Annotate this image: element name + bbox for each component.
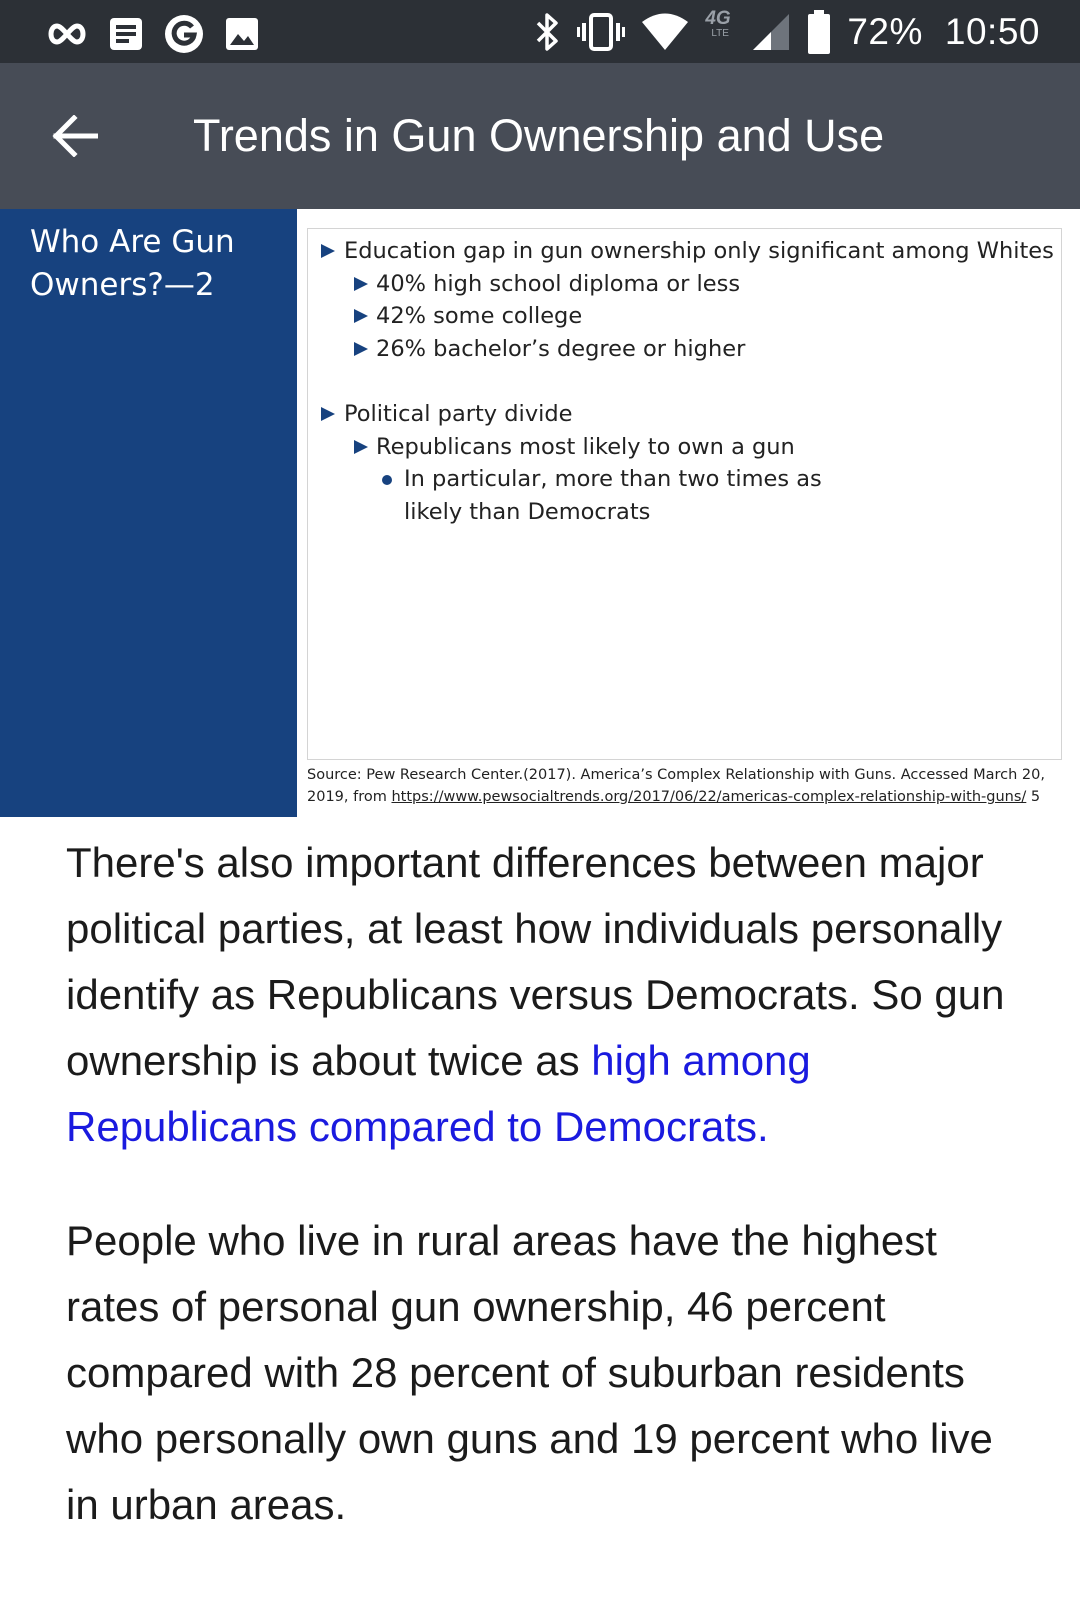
slide-source-citation xyxy=(307,764,1067,808)
slide-bullet xyxy=(308,235,1061,268)
article-paragraph xyxy=(66,830,1026,1160)
back-arrow-icon xyxy=(52,115,98,157)
slide-sub-bullet xyxy=(308,268,1061,301)
vibrate-icon xyxy=(577,11,625,53)
inline-link[interactable]: high among Republicans compared to Democrats. xyxy=(66,1037,811,1150)
bullet-triangle-icon xyxy=(353,276,369,292)
bullet-text: Education gap in gun ownership only significant among Whites xyxy=(344,238,1054,264)
source-text: Source: Pew Research Center.(2017). America’s Complex Relationship with Guns. Accessed March 20, 2019, from xyxy=(307,767,1045,805)
back-button[interactable] xyxy=(40,103,110,169)
slide-sub-bullet xyxy=(308,431,1061,464)
bluetooth-icon xyxy=(535,11,561,53)
bullet-triangle-icon xyxy=(353,308,369,324)
network-sublabel: LTE xyxy=(711,28,729,39)
bullet-text: Political party divide xyxy=(344,401,573,427)
article-body xyxy=(66,830,1026,1586)
slide-image xyxy=(0,209,1080,817)
source-link[interactable]: https://www.pewsocialtrends.org/2017/06/22/americas-complex-relationship-with-guns/ xyxy=(391,789,1027,805)
bullet-text: 42% some college xyxy=(376,303,583,329)
slide-sub-sub-bullet xyxy=(308,463,844,528)
slide-bullet xyxy=(308,398,1061,431)
battery-percent: 72% xyxy=(847,11,923,52)
notification-icons xyxy=(46,14,260,54)
bullet-dot-icon xyxy=(382,475,392,485)
google-icon xyxy=(164,14,204,54)
slide-heading: Who Are Gun Owners?—2 xyxy=(30,224,235,303)
network-type xyxy=(705,10,735,54)
slide-content xyxy=(307,228,1062,760)
article-paragraph: People who live in rural areas have the highest rates of personal gun ownership, 46 percent compared with 28 percent of suburban residents who personally own guns and 19 percent who live in urban areas. xyxy=(66,1217,993,1528)
bullet-triangle-icon xyxy=(353,341,369,357)
cell-signal-icon xyxy=(751,12,791,52)
bullet-text: 40% high school diploma or less xyxy=(376,270,741,297)
page-title: Trends in Gun Ownership and Use xyxy=(193,110,885,161)
paragraph-text: There's also important differences between major political parties, at least how individuals personally identify as Republicans versus Democrats. So gun ownership is about twice as xyxy=(66,839,1005,1084)
wifi-icon xyxy=(641,13,689,51)
slide-sub-bullet xyxy=(308,300,1061,333)
status-bar xyxy=(0,0,1080,63)
slide-page-number: 5 xyxy=(1030,789,1041,805)
bullet-text: Republicans most likely to own a gun xyxy=(376,433,795,460)
bullet-triangle-icon xyxy=(320,243,336,259)
clock: 10:50 xyxy=(944,11,1040,52)
network-label: 4G xyxy=(705,8,731,29)
slide-sidebar xyxy=(0,209,297,817)
bullet-text: 26% bachelor’s degree or higher xyxy=(376,335,746,362)
slide-sub-bullet xyxy=(308,333,1061,366)
battery-icon xyxy=(807,10,831,54)
image-icon xyxy=(224,16,260,52)
bullet-text: In particular, more than two times as likely than Democrats xyxy=(404,466,822,525)
system-icons xyxy=(535,6,1040,58)
bullet-triangle-icon xyxy=(353,439,369,455)
infinity-icon xyxy=(46,17,88,51)
news-icon xyxy=(108,16,144,52)
app-bar xyxy=(0,63,1080,209)
bullet-triangle-icon xyxy=(320,406,336,422)
